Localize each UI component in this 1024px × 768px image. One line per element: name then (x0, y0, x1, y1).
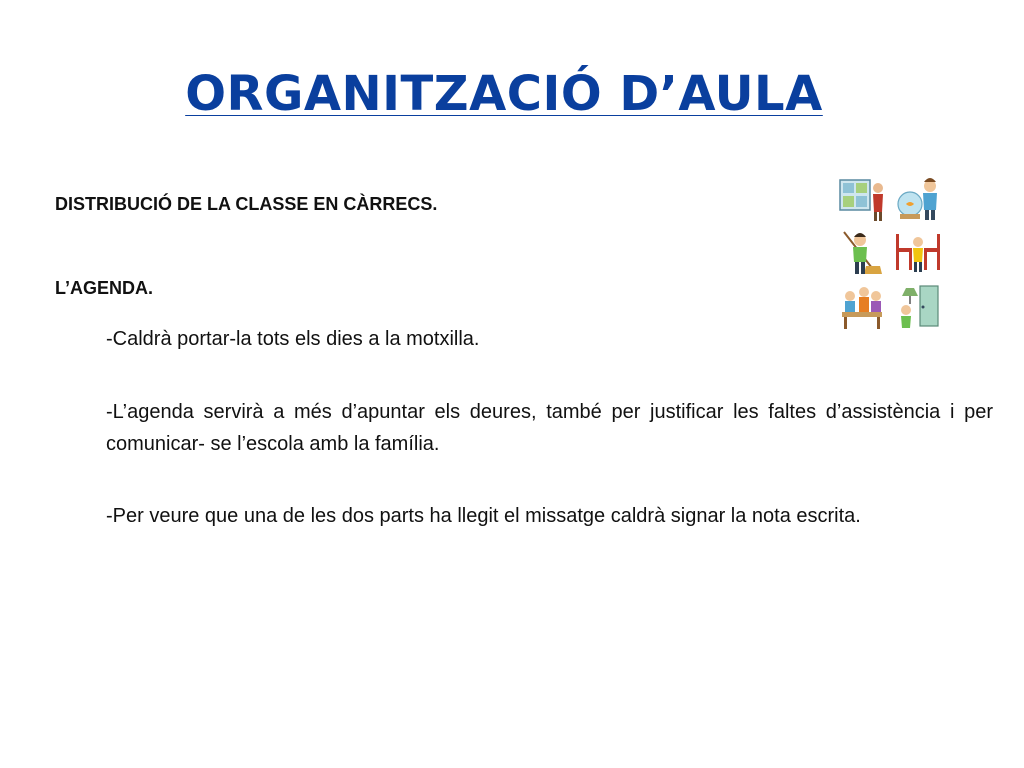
lamp-icon (892, 282, 944, 332)
group-desk-icon (836, 282, 888, 332)
class-duties-illustration (836, 174, 946, 332)
sweeping-icon (836, 228, 888, 278)
agenda-point-2: -L’agenda servirà a més d’apuntar els deures, també per justificar les faltes d’assistència i per comunicar- se l’escola amb la família. (106, 401, 993, 455)
slide-title-container (0, 66, 1008, 122)
heading-class-duties: DISTRIBUCIÓ DE LA CLASSE EN CÀRRECS. (55, 194, 438, 214)
chairs-icon (892, 228, 944, 278)
heading-agenda: L’AGENDA. (55, 278, 154, 298)
bulletin-board-icon (836, 174, 888, 224)
fishbowl-icon (892, 174, 944, 224)
agenda-point-3: -Per veure que una de les dos parts ha llegit el missatge caldrà signar la nota escrita. (106, 505, 861, 527)
slide-title: ORGANITZACIÓ D’AULA (185, 66, 823, 122)
agenda-point-1: -Caldrà portar-la tots els dies a la motxilla. (106, 328, 480, 350)
